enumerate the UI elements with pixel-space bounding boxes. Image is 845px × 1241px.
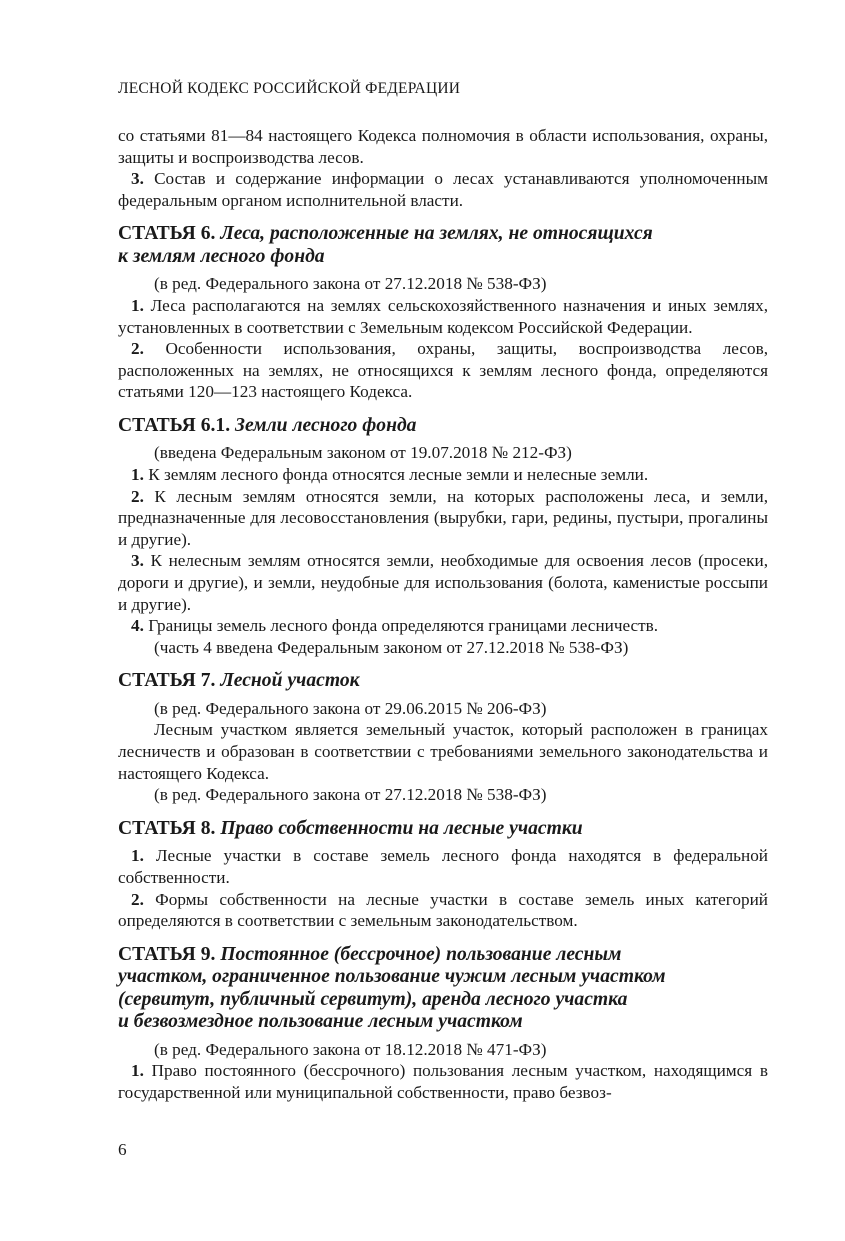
article-7-amendment-note: (в ред. Федерального закона от 29.06.2015 № 206-ФЗ) <box>154 698 547 718</box>
article-title-line-1: Леса, расположенные на землях, не относящихся <box>220 223 653 245</box>
article-6-1-amendment-note: (введена Федеральным законом от 19.07.2018 № 212-ФЗ) <box>154 443 572 463</box>
article-9-part-1 <box>118 1060 768 1103</box>
article-6-part-1 <box>118 295 768 338</box>
article-title-line-3: (сервитут, публичный сервитут), аренда лесного участка <box>118 988 628 1010</box>
item-text: Формы собственности на лесные участки в составе земель иных категорий определяются в соответствии с земельным законодательством. <box>118 889 768 931</box>
article-6-heading <box>118 223 768 268</box>
item-number: 2. <box>131 486 144 506</box>
article-title: Земли лесного фонда <box>235 414 417 436</box>
article-title: Лесной участок <box>220 670 360 692</box>
article-title-line-2: к землям лесного фонда <box>118 245 325 267</box>
page-content <box>118 125 768 1104</box>
article-label: СТАТЬЯ 9. <box>118 943 216 965</box>
item-number: 2. <box>131 889 144 909</box>
item-number: 3. <box>131 551 144 571</box>
article-title-line-4: и безвозмездное пользование лесным участком <box>118 1011 523 1033</box>
article-6-1-heading <box>118 415 768 438</box>
article-6-1-part-4 <box>118 615 768 637</box>
running-head: ЛЕСНОЙ КОДЕКС РОССИЙСКОЙ ФЕДЕРАЦИИ <box>118 80 461 97</box>
article-title: Право собственности на лесные участки <box>220 817 583 839</box>
article-9-heading <box>118 944 768 1034</box>
item-number: 4. <box>131 616 144 636</box>
intro-continuation: со статьями 81—84 настоящего Кодекса полномочия в области использования, охраны, защиты и воспроизводства лесов. <box>118 126 768 167</box>
item-number: 2. <box>131 339 144 359</box>
item-text: Состав и содержание информации о лесах устанавливаются уполномоченным федеральным органом исполнительной власти. <box>118 169 768 210</box>
article-label: СТАТЬЯ 6. <box>118 223 216 245</box>
item-number: 3. <box>131 169 144 189</box>
article-8-heading <box>118 818 768 841</box>
article-title-line-1: Постоянное (бессрочное) пользование лесным <box>220 943 622 965</box>
article-6-amendment-note: (в ред. Федерального закона от 27.12.2018 № 538-ФЗ) <box>154 274 547 294</box>
item-number: 1. <box>131 465 144 485</box>
page-number: 6 <box>118 1140 127 1159</box>
article-label: СТАТЬЯ 7. <box>118 670 216 692</box>
article-9-amendment-note: (в ред. Федерального закона от 18.12.2018 № 471-ФЗ) <box>154 1039 547 1059</box>
article-6-1-part-3 <box>118 550 768 615</box>
article-6-1-part-4-note: (часть 4 введена Федеральным законом от 27.12.2018 № 538-ФЗ) <box>154 637 629 657</box>
item-number: 1. <box>131 1061 144 1081</box>
item-number: 1. <box>131 846 144 866</box>
item-text: К лесным землям относятся земли, на которых расположены леса, и земли, предназначенные для лесовосстановления (вырубки, гари, редины, пустыри, прогалины и другие). <box>118 486 768 549</box>
intro-item-3 <box>118 168 768 211</box>
article-label: СТАТЬЯ 6.1. <box>118 414 231 436</box>
item-text: Лесные участки в составе земель лесного фонда находятся в федеральной собственности. <box>118 846 768 887</box>
article-7-body: Лесным участком является земельный участок, который расположен в границах лесничеств и образован в соответствии с требованиями земельного законодательства и настоящего Кодекса. <box>118 720 768 783</box>
article-6-part-2 <box>118 338 768 403</box>
article-8-part-1 <box>118 845 768 888</box>
article-7-heading <box>118 670 768 693</box>
article-7-amendment-note-2: (в ред. Федерального закона от 27.12.2018 № 538-ФЗ) <box>154 785 547 805</box>
item-text: К нелесным землям относятся земли, необходимые для освоения лесов (просеки, дороги и другие), и земли, неудобные для использования (болота, каменистые россыпи и другие). <box>118 551 768 614</box>
item-text: Границы земель лесного фонда определяются границами лесничеств. <box>143 616 659 636</box>
item-number: 1. <box>131 295 144 315</box>
article-title-line-2: участком, ограниченное пользование чужим лесным участком <box>118 966 666 988</box>
item-text: Право постоянного (бессрочного) пользования лесным участком, находящимся в государственной или муниципальной собственности, право безвоз- <box>118 1061 768 1102</box>
item-text: Леса располагаются на землях сельскохозяйственного назначения и иных землях, установленных в соответствии с Земельным кодексом Российской Федерации. <box>118 295 768 337</box>
article-6-1-part-1 <box>118 464 768 486</box>
item-text: К землям лесного фонда относятся лесные земли и нелесные земли. <box>143 465 649 485</box>
article-8-part-2 <box>118 889 768 932</box>
article-6-1-part-2 <box>118 486 768 551</box>
item-text: Особенности использования, охраны, защиты, воспроизводства лесов, расположенных на землях, не относящихся к землям лесного фонда, определяются статьями 120—123 настоящего Кодекса. <box>118 339 768 402</box>
article-label: СТАТЬЯ 8. <box>118 817 216 839</box>
